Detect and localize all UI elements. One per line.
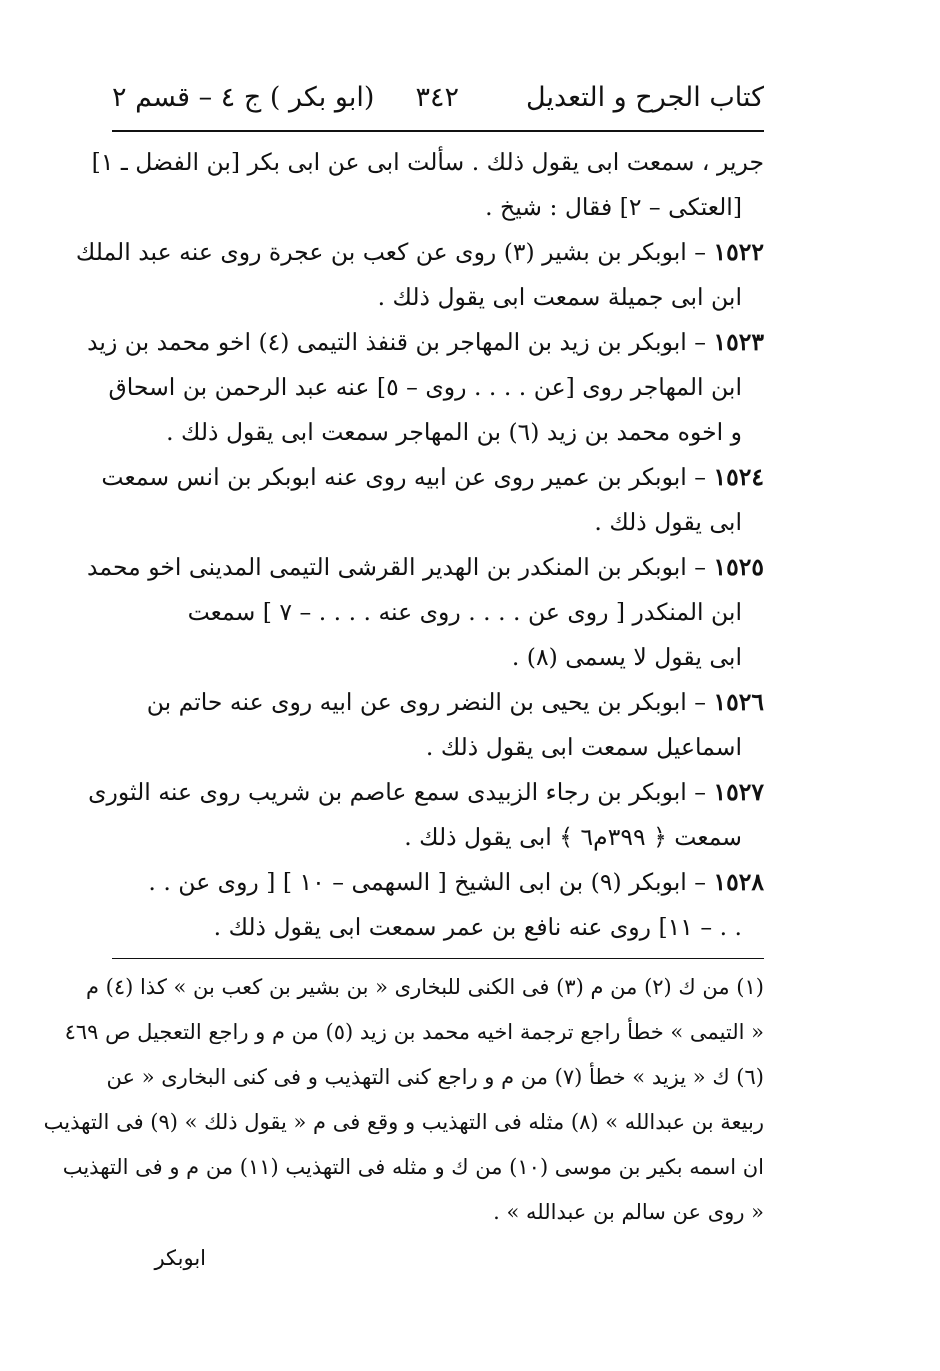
- entry-1522: [75, 230, 764, 320]
- footnote-line: (٦) ك « يزيد » خطأ (٧) من م و راجع كنی التهذيب و فی كنی البخاری « عن: [106, 1065, 764, 1089]
- text-line: ابن ابی جميلة سمعت ابی يقول ذلك .: [377, 283, 742, 311]
- entry-number: ١٥٢٧: [713, 778, 764, 806]
- text-line: سمعت ﴿ ٣٩٩م٦ ﴾ ابی يقول ذلك .: [404, 823, 742, 851]
- entry-text: – ابوبكر بن رجاء الزبيدی سمع عاصم بن شريب روى عنه الثوری: [88, 778, 707, 806]
- footnote-line: « روى عن سالم بن عبدالله » .: [493, 1200, 764, 1224]
- entry-number: ١٥٢٣: [713, 328, 764, 356]
- entry-number: ١٥٢٨: [713, 868, 764, 896]
- continuation-paragraph: [91, 140, 764, 230]
- main-text: [75, 140, 764, 950]
- text-line: [87, 320, 764, 365]
- running-header: [112, 78, 764, 122]
- footnote-line: « التيمی » خطأ راجع ترجمة اخيه محمد بن زيد (٥) من م و راجع التعجيل ص ٤٦٩: [64, 1020, 764, 1044]
- footnote-line: ان اسمه بكير بن موسی (١٠) من ك و مثله فی التهذيب (١١) من م و فی التهذيب: [62, 1155, 764, 1179]
- text-line: [88, 770, 764, 815]
- text-line: [العتكی – ٢] فقال : شيخ .: [485, 193, 742, 221]
- entry-text: – ابوبكر بن عمير روى عن ابيه روى عنه ابوبكر بن انس سمعت: [101, 463, 707, 491]
- entry-text: – ابوبكر (٩) بن ابی الشيخ [ السهمی – ١٠ ] [ روى عن . .: [148, 868, 707, 896]
- catchword: ابوبكر: [154, 1246, 206, 1270]
- entry-1528: [118, 860, 764, 950]
- footnote-rule: [112, 958, 764, 959]
- entry-text: – ابوبكر بن يحيی بن النضر روى عن ابيه روى عنه حاتم بن: [146, 688, 707, 716]
- text-line: . . – ١١] روى عنه نافع بن عمر سمعت ابی يقول ذلك .: [213, 913, 742, 941]
- text-line: و اخوه محمد بن زيد (٦) بن المهاجر سمعت ابی يقول ذلك .: [166, 418, 742, 446]
- book-title: كتاب الجرح و التعديل: [526, 82, 764, 113]
- entry-text: – ابوبكر بن زيد بن المهاجر بن قنفذ التيمی (٤) اخو محمد بن زيد: [87, 328, 707, 356]
- page-number: ٣٤٢: [415, 82, 459, 113]
- entry-1523: [87, 320, 764, 455]
- header-rule: [112, 130, 764, 132]
- text-line: [101, 455, 764, 500]
- text-line: جرير ، سمعت ابی يقول ذلك . سألت ابی عن ابی بكر [بن الفضل ـ ١]: [91, 148, 764, 176]
- entry-number: ١٥٢٦: [713, 688, 764, 716]
- text-line: ابن المهاجر روى [عن . . . . روى – ٥] عنه عبد الرحمن بن اسحاق: [108, 373, 742, 401]
- text-line: ابی يقول لا يسمی (٨) .: [511, 643, 742, 671]
- entry-number: ١٥٢٥: [713, 553, 764, 581]
- text-line: [75, 230, 764, 275]
- footnotes: [43, 965, 764, 1235]
- footnote-line: (١) من ك (٢) من م (٣) فی الكنی للبخاری « بن بشير بن كعب بن » كذا (٤) م: [85, 975, 764, 999]
- text-line: ابن المنكدر [ روى عن . . . . روى عنه . . . . – ٧ ] سمعت: [187, 598, 742, 626]
- text-line: [118, 680, 764, 725]
- text-line: ابی يقول ذلك .: [594, 508, 742, 536]
- footnote-line: ربيعة بن عبدالله » (٨) مثله فی التهذيب و وقع فی م « يقول ذلك » (٩) فی التهذيب: [43, 1110, 764, 1134]
- entry-number: ١٥٢٤: [713, 463, 764, 491]
- entry-1525: [87, 545, 764, 680]
- text-line: اسماعيل سمعت ابی يقول ذلك .: [425, 733, 742, 761]
- entry-1526: [118, 680, 764, 770]
- entry-1524: [101, 455, 764, 545]
- entry-1527: [88, 770, 764, 860]
- text-line: [118, 860, 764, 905]
- entry-text: – ابوبكر بن بشير (٣) روى عن كعب بن عجرة روى عنه عبد الملك: [75, 238, 707, 266]
- entry-number: ١٥٢٢: [713, 238, 764, 266]
- text-line: [87, 545, 764, 590]
- section-label: (ابو بكر ) ج ٤ – قسم ٢: [112, 82, 375, 113]
- entry-text: – ابوبكر بن المنكدر بن الهدير القرشی التيمی المدينی اخو محمد: [87, 553, 707, 581]
